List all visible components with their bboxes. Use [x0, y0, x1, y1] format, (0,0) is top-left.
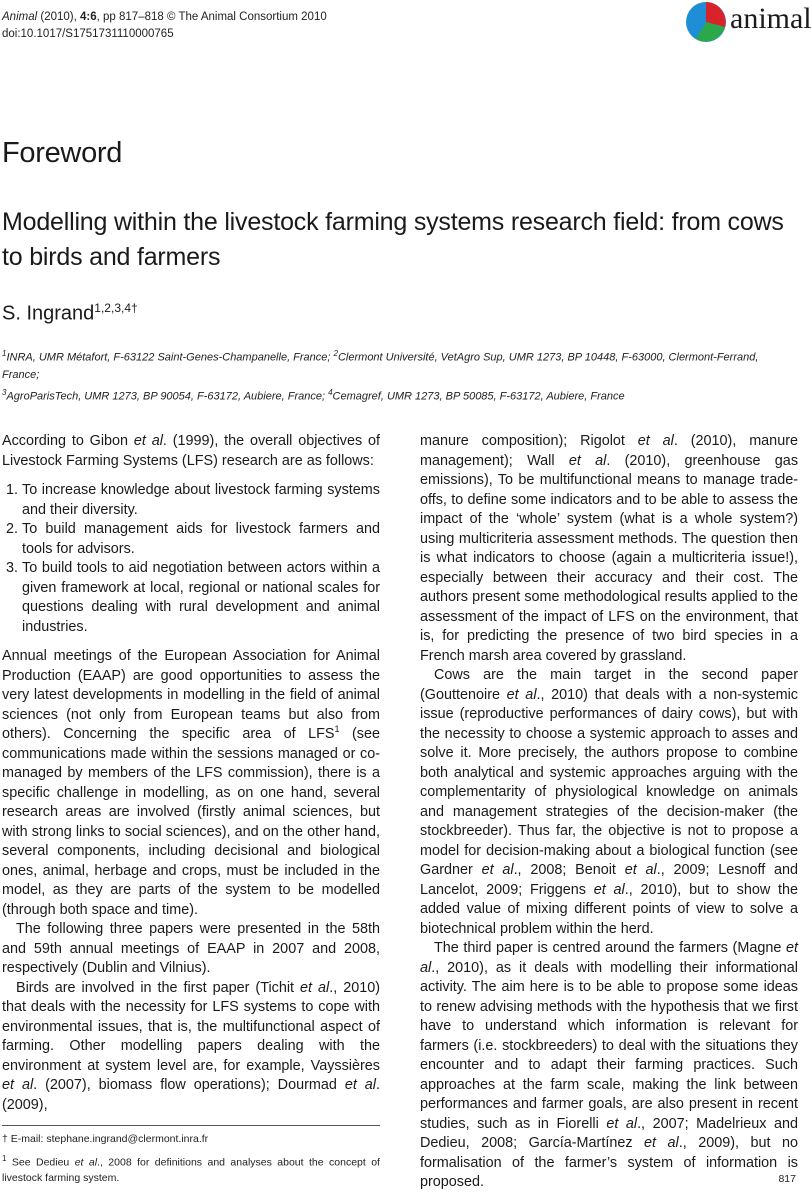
footnote-divider	[2, 1125, 380, 1126]
footnote-email: † E-mail: stephane.ingrand@clermont.inra.fr	[2, 1133, 209, 1145]
journal-volume: 4:6	[80, 11, 97, 23]
affil-num: 4	[328, 387, 333, 397]
section-label: Foreword	[2, 137, 123, 169]
affiliations	[2, 345, 798, 405]
affil-num: 3	[2, 387, 7, 397]
body-paragraph: Cows are the main target in the second paper (Gouttenoire et al., 2010) that deals with a non-systemic issue (reproductive performances of dairy cows), but with the necessity to choose a systemic approach to asses and solve it. More precisely, the authors propose to combine both analytical and systemic approaches arguing with the complementarity of physiological knowledge on animals and management strategies of the decision-maker (the stockbreeder). Thus far, the objective is not to propose a model for decision-making about a biological function (see Gardner et al., 2008; Benoit et al., 2009; Lesnoff and Lancelot, 2009; Friggens et al., 2010), but to show the added value of mixing different points of view to solve a biotechnical problem within the herd.	[420, 667, 799, 937]
journal-pages: , pp 817–818	[96, 11, 164, 23]
body-paragraph: The following three papers were presented in the 58th and 59th annual meetings of EAAP in 2007 and 2008, respectively (Dublin and Vilnius).	[2, 921, 380, 976]
body-paragraph: The third paper is centred around the farmers (Magne et al., 2010), as it deals with modelling their informational activity. The aim here is to be able to propose some ideas to renew advising methods with the hypothesis that we first have to understand which information is relevant for farmers (i.e. stockbreeders) to deal with the situations they encounter and to adapt their farming practices. Such approaches at the farm scale, making the link between performances and farmer goals, are also present in recent studies, such as in Fiorelli et al., 2007; Madelrieux and Dedieu, 2008; García-Martínez et al., 2009), but no formalisation of the farmer’s system of information is proposed.	[420, 940, 799, 1190]
article-title: Modelling within the livestock farming systems research field: from cows to birds and farmers	[2, 208, 784, 271]
intro-paragraph: According to Gibon et al. (1999), the overall objectives of Livestock Farming Systems (LFS) research are as follows:	[2, 433, 381, 469]
body-paragraph: manure composition); Rigolot et al. (2010), manure management); Wall et al. (2010), greenhouse gas emissions), To be multifunctional means to manage trade-offs, to define some indicators and to be able to assess the impact of the ‘whole’ system (what is a whole system?) using multicriteria assessment methods. The question then is what indicators to choose (again a multicriteria issue!), especially between their accuracy and their cost. The authors present some methodological results applied to the assessment of the impact of LFS on the environment, that is, for predicting the presence of two bird species in a French marsh area covered by grassland.	[420, 433, 799, 664]
body-paragraph: Annual meetings of the European Association for Animal Production (EAAP) are good opportunities to assess the very latest developments in modelling in the field of animal sciences (not only from European teams but also from others). Concerning the specific area of LFS$^1$ (see communications made within the sessions managed or co-managed by members of the LFS commission), there is a specific challenge in modelling, as on one hand, several research areas are involved (firstly animal sciences, but with strong links to social sciences), and on the other hand, several components, including decisional and biological ones, animal, herbage and crops, must be included in the model, as they are parts of the system to be modelled (through both space and time).	[2, 648, 380, 918]
animal-logo-text: animal	[730, 2, 812, 35]
doi: doi:10.1017/S1751731110000765	[2, 28, 174, 40]
affil-num: 2	[333, 349, 338, 358]
left-column	[2, 432, 380, 1115]
copyright-notice: © The Animal Consortium 2010	[166, 11, 327, 23]
objectives-list	[2, 481, 380, 637]
affil-num: 1	[2, 349, 7, 358]
animal-logo	[684, 0, 812, 44]
footnote-ref: 1	[334, 724, 340, 735]
journal-citation	[2, 9, 327, 43]
author-affiliation-marks: 1,2,3,4†	[94, 301, 138, 315]
affiliation-1: INRA, UMR Métafort, F-63122 Saint-Genes-Champanelle, France;	[6, 351, 334, 364]
list-item: 3. To build tools to aid negotiation between actors within a given framework at local, regional or national scales for questions dealing with rural development and animal industries.	[22, 559, 380, 637]
body-paragraph: Birds are involved in the first paper (Tichit et al., 2010) that deals with the necessity for LFS systems to cope with environmental issues, that is, the multifunctional aspect of farming. Other modelling papers dealing with the environment at system level are, for example, Vayssières et al. (2007), biomass flow operations); Dourmad et al. (2009),	[2, 979, 380, 1113]
affiliation-2: Clermont Université, VetAgro Sup, UMR 1273, BP 10448, F-63000, Clermont-Ferrand, France;	[2, 351, 759, 381]
animal-logo-icon	[684, 0, 728, 44]
footnotes	[2, 1125, 380, 1190]
affiliation-4: Cemagref, UMR 1273, BP 50085, F-63172, Aubiere, France	[332, 390, 625, 403]
journal-year: (2010),	[40, 11, 77, 23]
right-column	[420, 432, 798, 1193]
journal-name: Animal	[2, 11, 38, 23]
page-number: 817	[778, 1173, 796, 1185]
author-line	[2, 301, 138, 326]
list-item: 2. To build management aids for livestock farmers and tools for advisors.	[22, 520, 380, 559]
footnote-1: $^1$ See Dedieu et al., 2008 for definitions and analyses about the concept of livestock farming system.	[2, 1154, 380, 1184]
citation-line	[2, 9, 327, 26]
list-item: 1. To increase knowledge about livestock farming systems and their diversity.	[22, 481, 380, 520]
author-name: S. Ingrand	[2, 302, 95, 325]
affiliation-3: AgroParisTech, UMR 1273, BP 90054, F-63172, Aubiere, France;	[6, 390, 329, 403]
